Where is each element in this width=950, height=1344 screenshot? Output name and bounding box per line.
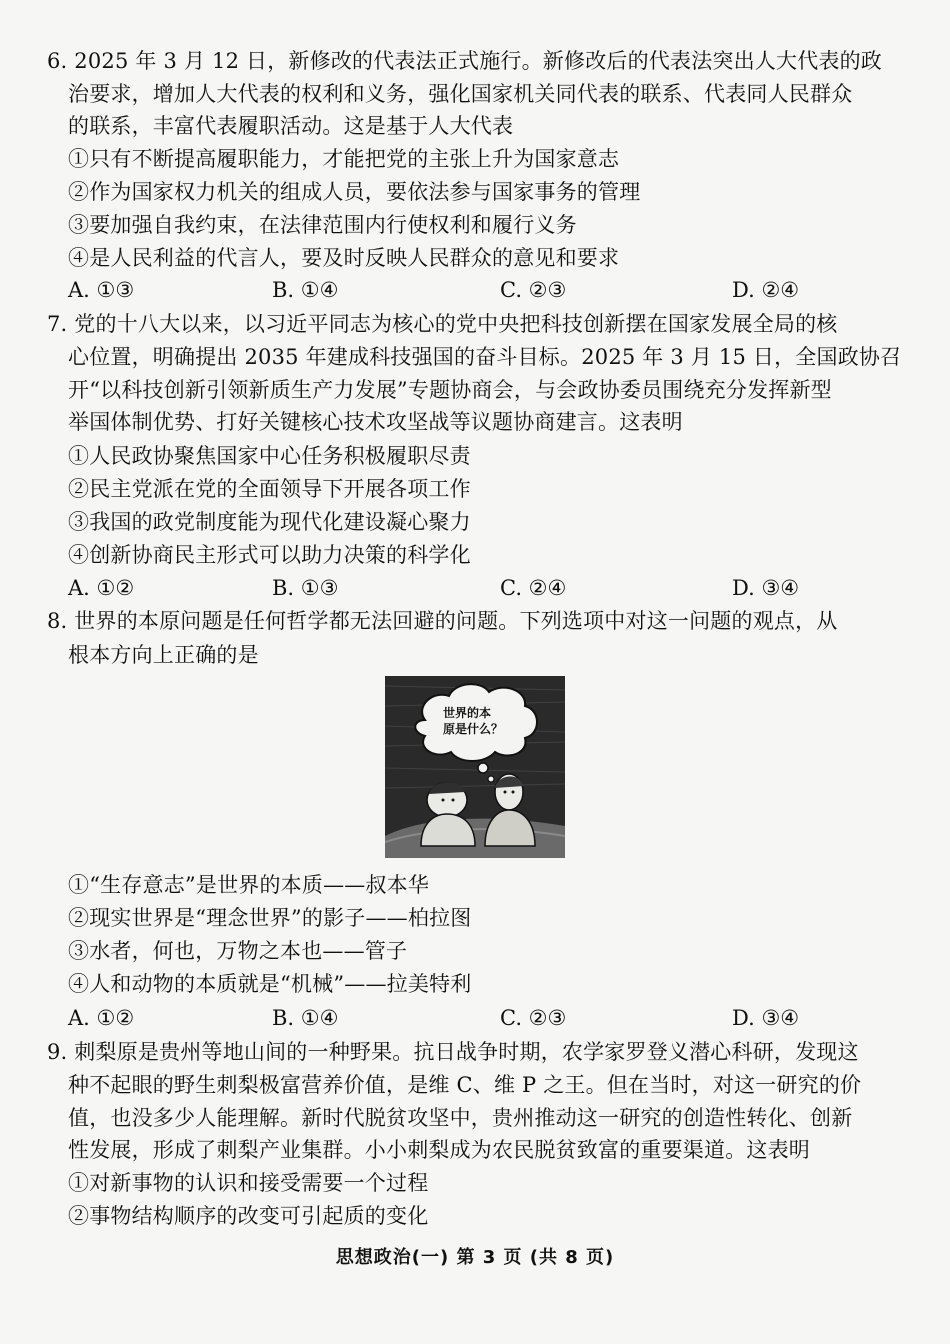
q6-stem-line-1: 6. 2025 年 3 月 12 日，新修改的代表法正式施行。新修改后的代表法突出人大代表的政: [47, 49, 883, 73]
cartoon-drawing: [385, 676, 565, 858]
q9-stem-line-4: 性发展，形成了刺梨产业集群。小小刺梨成为农民脱贫致富的重要渠道。这表明: [68, 1138, 810, 1162]
q7-item-1: ①人民政协聚焦国家中心任务积极履职尽责: [68, 444, 471, 468]
q9-item-2: ②事物结构顺序的改变可引起质的变化: [68, 1204, 429, 1228]
q7-stem-line-3: 开“以科技创新引领新质生产力发展”专题协商会，与会政协委员围绕充分发挥新型: [68, 378, 832, 402]
q8-option-a[interactable]: A. ①②: [68, 1006, 135, 1030]
q8-item-1: ①“生存意志”是世界的本质——叔本华: [68, 873, 430, 897]
q8-option-d[interactable]: D. ③④: [732, 1006, 800, 1030]
q6-item-2: ②作为国家权力机关的组成人员，要依法参与国家事务的管理: [68, 180, 641, 204]
q6-stem-line-2: 治要求，增加人大代表的权利和义务，强化国家机关同代表的联系、代表同人民群众: [68, 82, 853, 106]
q7-stem-line-2: 心位置，明确提出 2035 年建成科技强国的奋斗目标。2025 年 3 月 15 日，全国政协召: [68, 345, 902, 369]
q7-option-b[interactable]: B. ①③: [272, 576, 339, 600]
cartoon-illustration: [385, 676, 565, 858]
q8-stem-line-1: 8. 世界的本原问题是任何哲学都无法回避的问题。下列选项中对这一问题的观点，从: [47, 609, 838, 633]
q6-item-4: ④是人民利益的代言人，要及时反映人民群众的意见和要求: [68, 246, 620, 270]
q6-option-d[interactable]: D. ②④: [732, 278, 800, 302]
q7-stem-line-1: 7. 党的十八大以来，以习近平同志为核心的党中央把科技创新摆在国家发展全局的核: [47, 312, 838, 336]
q8-option-c[interactable]: C. ②③: [500, 1006, 567, 1030]
q7-option-c[interactable]: C. ②④: [500, 576, 567, 600]
q6-option-c[interactable]: C. ②③: [500, 278, 567, 302]
q9-item-1: ①对新事物的认识和接受需要一个过程: [68, 1171, 429, 1195]
q7-item-2: ②民主党派在党的全面领导下开展各项工作: [68, 477, 471, 501]
q6-option-b[interactable]: B. ①④: [272, 278, 339, 302]
q7-item-3: ③我国的政党制度能为现代化建设凝心聚力: [68, 510, 471, 534]
q9-stem-line-2: 种不起眼的野生刺梨极富营养价值，是维 C、维 P 之王。但在当时，对这一研究的价: [68, 1073, 862, 1097]
q8-item-2: ②现实世界是“理念世界”的影子——柏拉图: [68, 906, 472, 930]
q7-item-4: ④创新协商民主形式可以助力决策的科学化: [68, 543, 471, 567]
q9-stem-line-1: 9. 刺梨原是贵州等地山间的一种野果。抗日战争时期，农学家罗登义潜心科研，发现这: [47, 1040, 859, 1064]
page-footer: 思想政治(一) 第 3 页 (共 8 页): [335, 1247, 615, 1268]
q6-item-1: ①只有不断提高履职能力，才能把党的主张上升为国家意志: [68, 147, 620, 171]
q6-item-3: ③要加强自我约束，在法律范围内行使权利和履行义务: [68, 213, 577, 237]
cartoon-bubble-line-2: 原是什么？: [443, 722, 504, 736]
q8-stem-line-2: 根本方向上正确的是: [68, 643, 259, 667]
q7-stem-line-4: 举国体制优势、打好关键核心技术攻坚战等议题协商建言。这表明: [68, 410, 683, 434]
q9-stem-line-3: 值，也没多少人能理解。新时代脱贫攻坚中，贵州推动这一研究的创造性转化、创新: [68, 1106, 853, 1130]
q8-item-4: ④人和动物的本质就是“机械”——拉美特利: [68, 972, 472, 996]
cartoon-bubble-line-1: 世界的本: [443, 706, 492, 720]
q8-option-b[interactable]: B. ①④: [272, 1006, 339, 1030]
q7-option-d[interactable]: D. ③④: [732, 576, 800, 600]
q6-stem-line-3: 的联系，丰富代表履职活动。这是基于人大代表: [68, 114, 514, 138]
q8-item-3: ③水者，何也，万物之本也——管子: [68, 939, 408, 963]
q6-option-a[interactable]: A. ①③: [68, 278, 135, 302]
q7-option-a[interactable]: A. ①②: [68, 576, 135, 600]
